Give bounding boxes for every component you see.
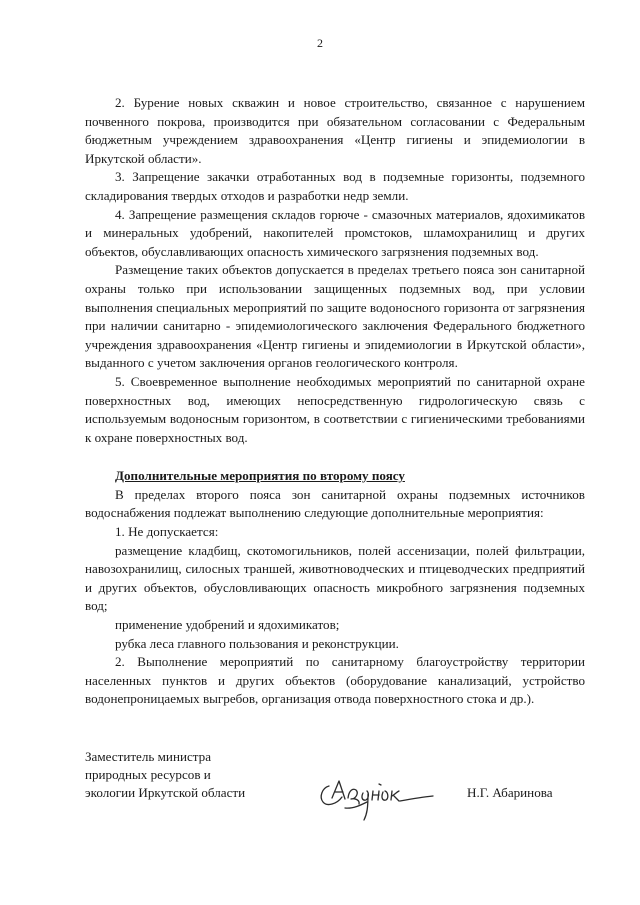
section-heading: Дополнительные мероприятия по второму поясу [115, 468, 405, 484]
signature-block [85, 748, 585, 828]
paragraph-surface-water: 5. Своевременное выполнение необходимых мероприятий по санитарной охране поверхностных вод, имеющих непосредственную гидрологическую связь с используемым водоносным горизонтом, в соответствии с гигиеническими требованиями к охране поверхностных вод. [85, 373, 585, 445]
page-number: 2 [317, 36, 323, 50]
signer-title-line: Заместитель министра [85, 749, 212, 764]
signer-title-line: природных ресурсов и [85, 767, 211, 782]
section-item-improvement: 2. Выполнение мероприятий по санитарному благоустройству территории населенных пунктов и других объектов (оборудование канализаций, устройство водонепроницаемых выгребов, организация отвода поверхностного стока и др.). [85, 654, 585, 707]
signer-name: Н.Г. Абаринова [467, 785, 553, 800]
section-intro: В пределах второго пояса зон санитарной охраны подземных источников водоснабжения подлежат выполнению следующие дополнительные мероприятия: [85, 486, 585, 521]
paragraph-injection-ban: 3. Запрещение закачки отработанных вод в подземные горизонты, подземного складирования твердых отходов и разработки недр земли. [85, 169, 585, 203]
document-body [85, 94, 585, 709]
section-item-placement: размещение кладбищ, скотомогильников, полей ассенизации, полей фильтрации, навозохранилищ, силосных траншей, животноводческих и птицеводческих предприятий и других объектов, обусловливающих опасность микробного загрязнения подземных вод; [85, 542, 585, 614]
section-item-logging: рубка леса главного пользования и реконструкции. [115, 635, 399, 651]
paragraph-storage-ban: 4. Запрещение размещения складов горюче - смазочных материалов, ядохимикатов и минеральных удобрений, накопителей промстоков, шламохранилищ и других объектов, обуславливающих опасность химического загрязнения подземных вод. [85, 206, 585, 259]
section-item-prohibited: 1. Не допускается: [115, 524, 219, 540]
handwritten-signature [315, 770, 440, 824]
signer-title-line: экологии Иркутской области [85, 785, 246, 800]
paragraph-drilling: 2. Бурение новых скважин и новое строительство, связанное с нарушением почвенного покрова, производится при обязательном согласовании с Федеральным бюджетным учреждением здравоохранения «Центр гигиены и эпидемиологии в Иркутской области». [85, 95, 585, 166]
paragraph-placement-conditions: Размещение таких объектов допускается в пределах третьего пояса зон санитарной охраны только при использовании защищенных подземных вод, при условии выполнения специальных мероприятий по защите водоносного горизонта от загрязнения при наличии санитарно - эпидемиологического заключения Федерального бюджетного учреждения здравоохранения «Центр гигиены и эпидемиологии в Иркутской области», выданного с учетом заключения органов геологического контроля. [85, 262, 585, 371]
signer-title [85, 748, 245, 802]
section-item-fertilizers: применение удобрений и ядохимикатов; [115, 617, 340, 633]
